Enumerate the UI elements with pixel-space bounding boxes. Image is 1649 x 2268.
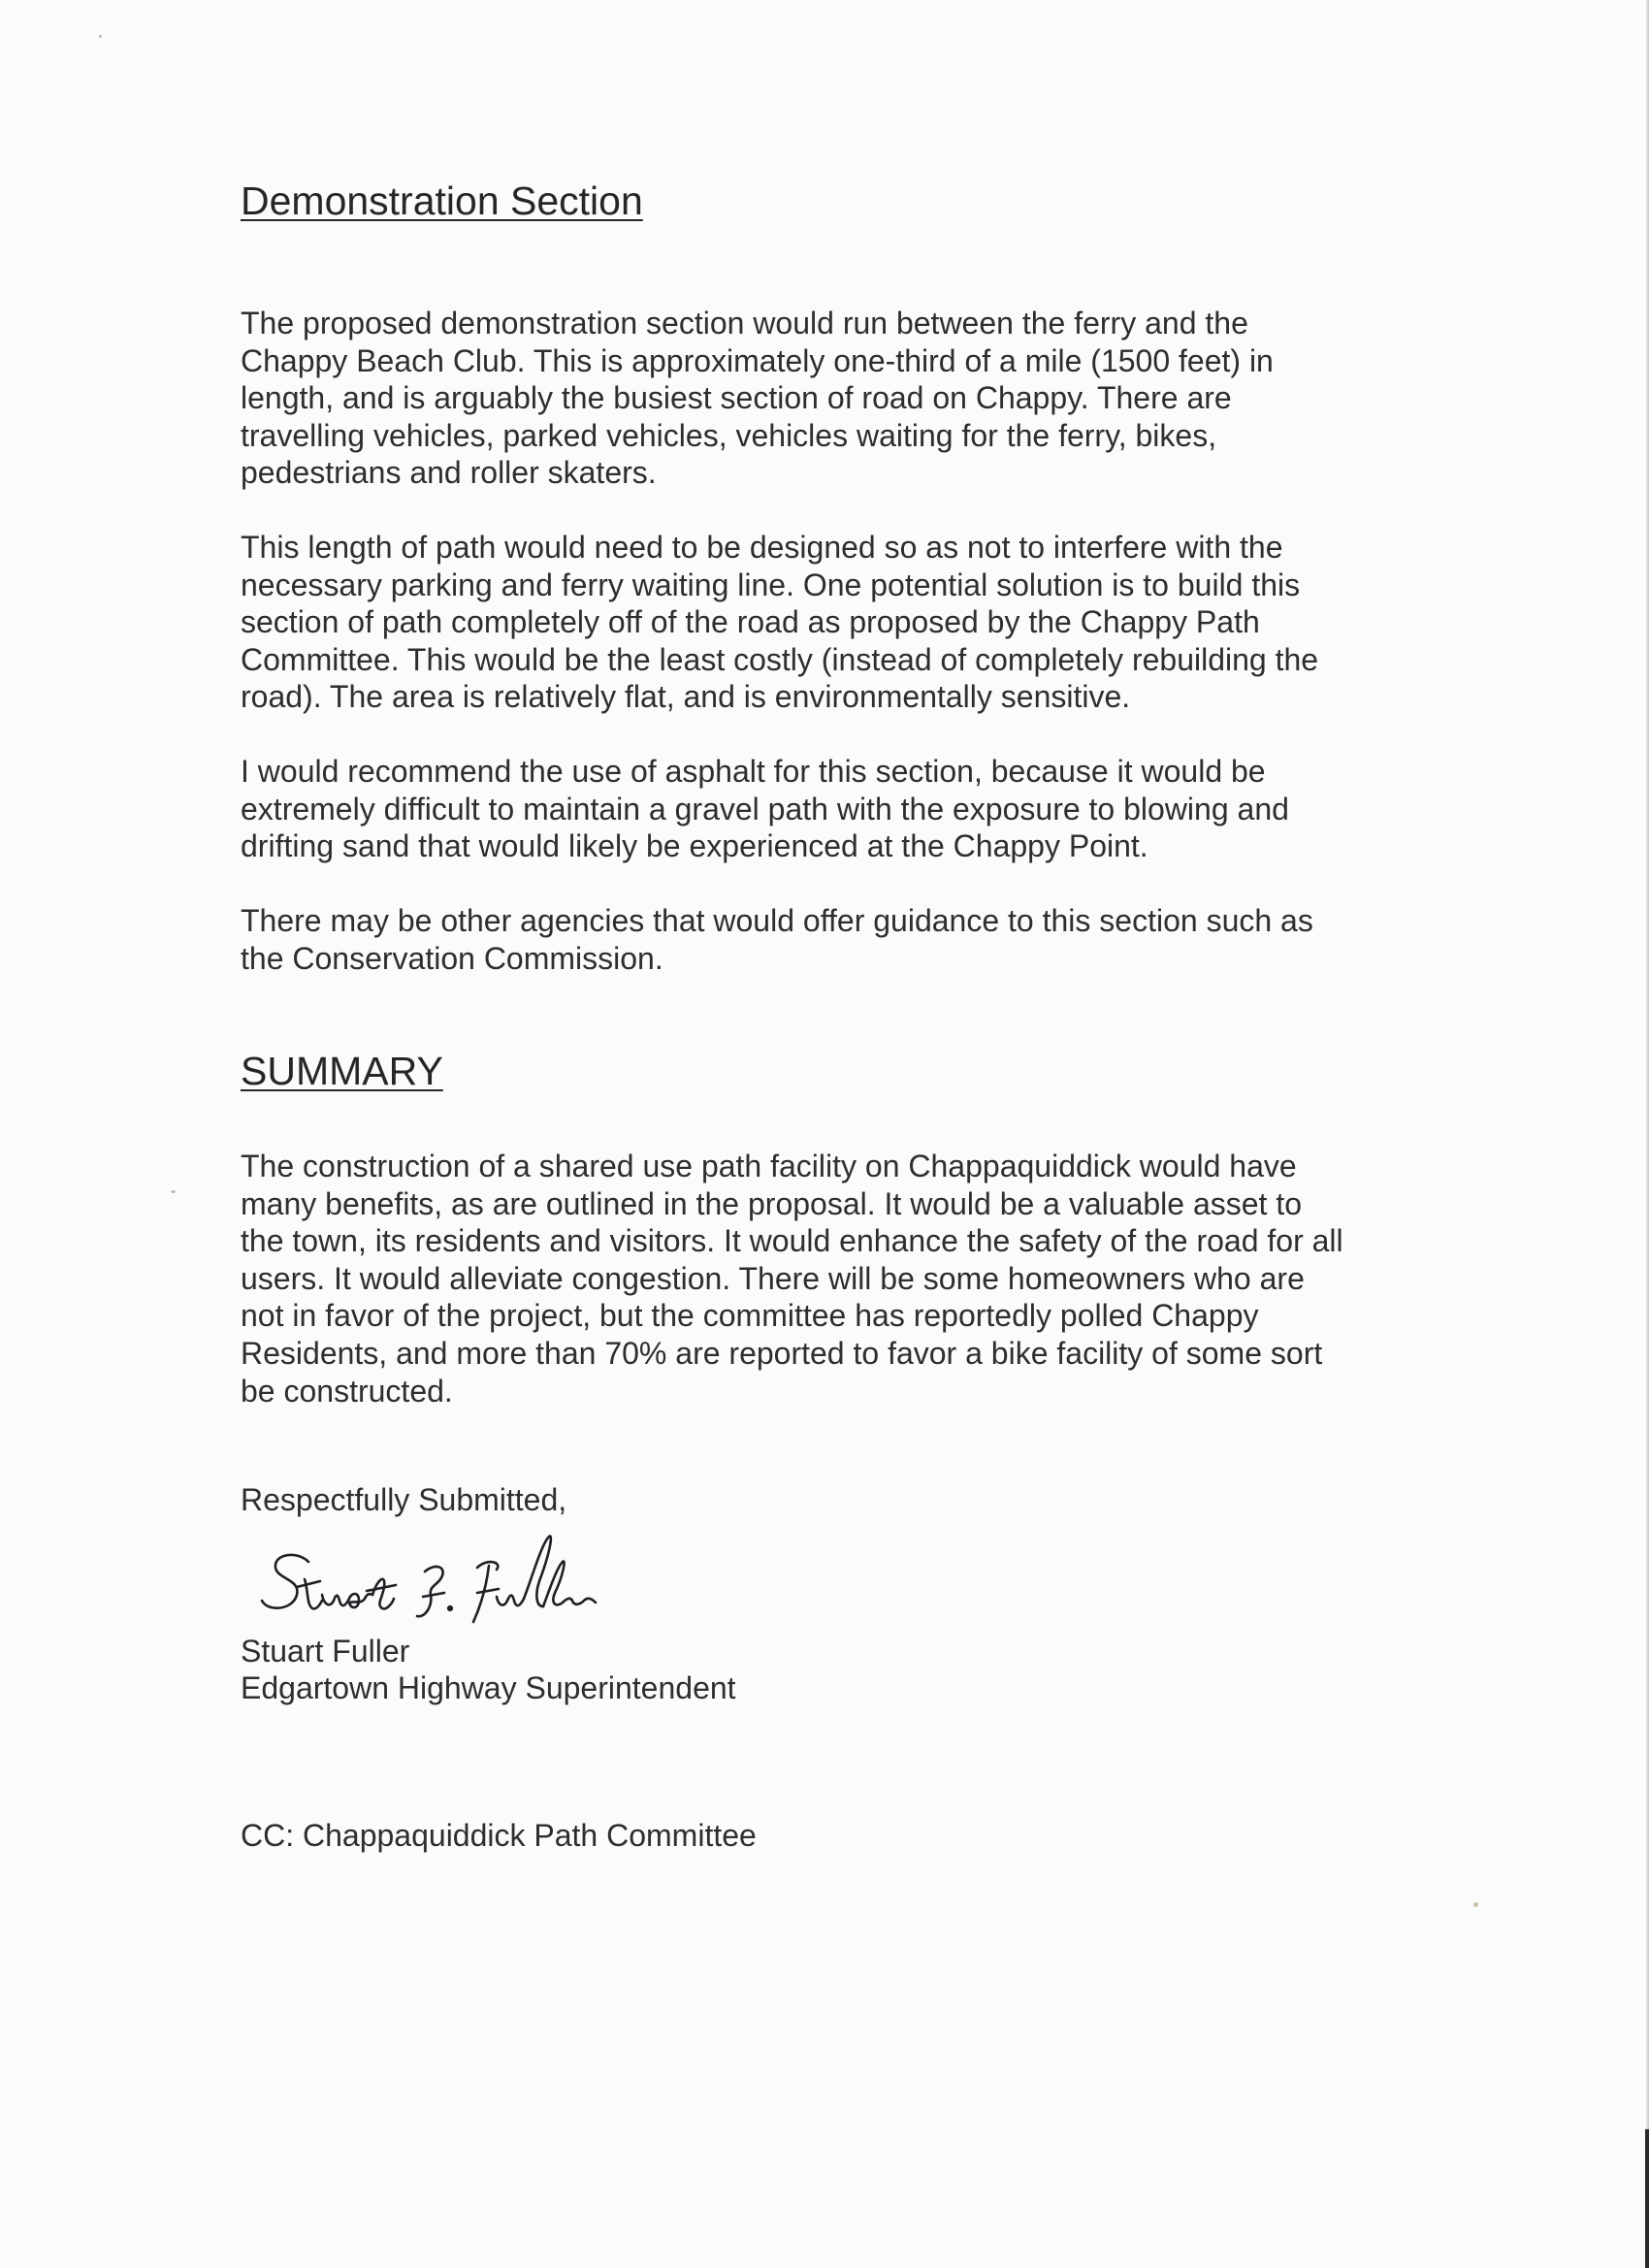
text-line: the town, its residents and visitors. It would enhance the safety of the road for all	[241, 1223, 1343, 1259]
text-line: travelling vehicles, parked vehicles, vehicles waiting for the ferry, bikes,	[241, 417, 1217, 453]
text-line: necessary parking and ferry waiting line. One potential solution is to build this	[241, 567, 1301, 602]
summary-heading: SUMMARY	[241, 1049, 443, 1093]
text-line: extremely difficult to maintain a gravel path with the exposure to blowing and	[241, 791, 1289, 826]
text-line: The proposed demonstration section would run between the ferry and the	[241, 306, 1248, 340]
closing-line: Respectfully Submitted,	[241, 1482, 567, 1517]
text-line: not in favor of the project, but the committee has reportedly polled Chappy	[241, 1298, 1259, 1334]
scan-speck	[171, 1190, 176, 1193]
demo-paragraph-1	[241, 305, 1424, 492]
handwritten-signature	[258, 1523, 627, 1630]
scan-speck	[1473, 1902, 1478, 1907]
scan-speck	[99, 35, 102, 38]
text-line: There may be other agencies that would offer guidance to this section such as	[241, 903, 1313, 938]
demo-paragraph-3	[241, 753, 1424, 865]
text-line: the Conservation Commission.	[241, 940, 663, 976]
demo-paragraph-4	[241, 902, 1424, 977]
text-line: be constructed.	[241, 1373, 453, 1409]
cc-line: CC: Chappaquiddick Path Committee	[241, 1818, 757, 1853]
signer-title: Edgartown Highway Superintendent	[241, 1670, 736, 1705]
signer-name: Stuart Fuller	[241, 1634, 410, 1669]
text-line: drifting sand that would likely be experienced at the Chappy Point.	[241, 828, 1148, 864]
scan-edge-mark	[1645, 2129, 1649, 2268]
text-line: section of path completely off of the road as proposed by the Chappy Path	[241, 604, 1260, 640]
demo-paragraph-2	[241, 529, 1424, 716]
text-line: many benefits, as are outlined in the proposal. It would be a valuable asset to	[241, 1185, 1303, 1221]
text-line: road). The area is relatively flat, and is environmentally sensitive.	[241, 679, 1131, 715]
text-line: Committee. This would be the least costly (instead of completely rebuilding the	[241, 641, 1319, 677]
text-line: users. It would alleviate congestion. There will be some homeowners who are	[241, 1260, 1305, 1296]
text-line: pedestrians and roller skaters.	[241, 455, 657, 491]
text-line: length, and is arguably the busiest section of road on Chappy. There are	[241, 380, 1232, 416]
text-line: The construction of a shared use path facility on Chappaquiddick would have	[241, 1149, 1297, 1183]
demonstration-section-heading: Demonstration Section	[241, 178, 643, 223]
text-line: I would recommend the use of asphalt for this section, because it would be	[241, 754, 1266, 789]
summary-paragraph	[241, 1148, 1424, 1409]
text-line: Residents, and more than 70% are reported to favor a bike facility of some sort	[241, 1335, 1323, 1371]
text-line: This length of path would need to be designed so as not to interfere with the	[241, 530, 1283, 565]
text-line: Chappy Beach Club. This is approximately one-third of a mile (1500 feet) in	[241, 342, 1274, 378]
